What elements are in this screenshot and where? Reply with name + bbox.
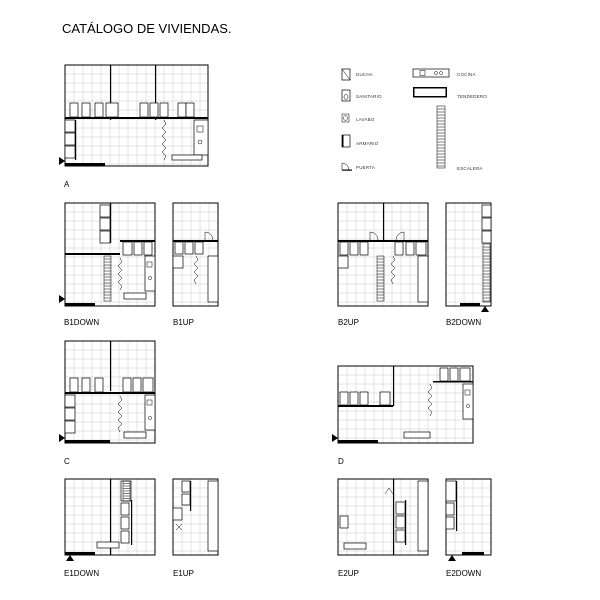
sink-icon: [195, 242, 203, 254]
clothesline-icon: [172, 155, 202, 160]
plan-E2UP: [338, 479, 428, 578]
kitchen-icon: [194, 120, 208, 155]
entry-arrow-icon: [59, 157, 65, 165]
kitchen-icon: [463, 384, 473, 419]
shower-icon: [446, 517, 454, 529]
legend-label: COCINA: [457, 72, 476, 77]
legend-item-cocina: [413, 69, 476, 77]
shower-icon: [182, 481, 190, 492]
sink-icon: [150, 103, 158, 117]
curtain-partition: [118, 396, 122, 432]
legend-item-lavabo: [342, 114, 375, 122]
shower-icon: [70, 378, 78, 392]
toilet-icon: [82, 103, 90, 117]
wardrobe-icon: [482, 231, 491, 243]
shower-icon: [460, 368, 470, 381]
wardrobe-icon: [173, 508, 182, 520]
plan-label: B2DOWN: [446, 318, 482, 327]
plan-label: B1UP: [173, 318, 194, 327]
interior-wall: [65, 392, 155, 394]
clothesline-icon: [124, 432, 146, 438]
kitchen-icon: [418, 481, 428, 551]
legend-label: ARMARIO: [356, 141, 379, 146]
shower-icon: [340, 242, 348, 255]
clothesline-icon: [404, 432, 430, 438]
entry-arrow-icon: [59, 295, 65, 303]
party-wall: [393, 479, 394, 555]
facade-wall: [65, 552, 95, 555]
wardrobe-icon: [65, 120, 75, 132]
toilet-icon: [82, 378, 90, 392]
toilet-icon: [121, 503, 129, 515]
stair-outline: [437, 106, 445, 168]
toilet-icon: [140, 103, 148, 117]
shower-icon: [123, 242, 132, 255]
plan-E1UP: [173, 479, 218, 578]
sink-icon: [95, 378, 103, 392]
stair-outline: [483, 244, 490, 302]
wardrobe-icon: [482, 218, 491, 230]
legend-item-puerta: [342, 163, 375, 171]
entry-arrow-icon: [66, 555, 74, 561]
entry-arrow-icon: [59, 434, 65, 442]
facade-wall: [462, 552, 484, 555]
wardrobe-column: [482, 205, 491, 243]
plan-D: [332, 366, 473, 466]
shower-icon: [175, 242, 183, 254]
clothesline-icon: [344, 543, 366, 549]
facade-wall: [65, 440, 110, 443]
facade-wall: [460, 303, 480, 306]
party-wall: [110, 341, 111, 391]
entry-arrow-icon: [448, 555, 456, 561]
toilet-icon: [395, 242, 403, 255]
plan-label: C: [64, 457, 70, 466]
plan-label: E2UP: [338, 569, 359, 578]
clothesline-icon: [124, 293, 146, 299]
stair-icon: [483, 244, 490, 302]
plan-E1DOWN: [64, 479, 155, 578]
wardrobe-icon: [338, 256, 348, 268]
party-wall: [393, 366, 394, 406]
sink-icon: [144, 242, 152, 255]
curtain-partition: [391, 256, 395, 284]
interior-wall: [456, 481, 457, 531]
shower-icon: [121, 531, 129, 543]
legend-item-tendedero: [413, 87, 487, 99]
toilet-icon: [396, 516, 405, 528]
sink-icon: [186, 103, 194, 117]
toilet-icon: [182, 494, 190, 505]
legend-label: ESCALERA: [457, 166, 483, 171]
plan-label: D: [338, 457, 344, 466]
shower-icon: [160, 103, 168, 117]
plan-E2DOWN: [446, 479, 491, 578]
facade-wall: [338, 440, 378, 443]
toilet-icon: [350, 392, 358, 405]
plan-B1UP: [173, 203, 218, 327]
legend-label: TENDEDERO: [457, 94, 488, 99]
shower-icon: [340, 392, 348, 405]
kitchen-icon: [145, 256, 155, 291]
clothesline-icon: [97, 542, 119, 548]
toilet-icon: [446, 503, 454, 515]
sink-icon: [360, 242, 368, 255]
shower-icon: [106, 103, 118, 117]
kitchen-icon: [413, 69, 449, 77]
sink-icon: [396, 530, 405, 542]
kitchen-icon: [145, 395, 155, 430]
plan-label: A: [64, 180, 70, 189]
legend-item-armario: [342, 135, 379, 147]
toilet-icon: [123, 378, 131, 392]
wardrobe-icon: [100, 205, 110, 217]
wardrobe-icon: [65, 133, 75, 145]
toilet-icon: [342, 90, 350, 101]
legend: [342, 69, 487, 171]
interior-wall: [405, 500, 406, 545]
legend-item-ducha: [342, 69, 373, 80]
sink-icon: [95, 103, 103, 117]
wardrobe-icon: [173, 256, 183, 268]
interior-wall: [190, 481, 191, 511]
page-title: CATÁLOGO DE VIVIENDAS.: [62, 21, 232, 36]
plan-B2DOWN: [446, 203, 491, 327]
wardrobe-icon: [342, 135, 350, 147]
curtain-partition: [118, 258, 122, 290]
facade-wall: [65, 303, 95, 306]
kitchen-icon: [208, 256, 218, 302]
shower-icon: [143, 378, 153, 392]
wardrobe-icon: [482, 205, 491, 217]
sink-icon: [340, 516, 348, 528]
entry-arrow-icon: [332, 434, 338, 442]
sink-icon: [342, 114, 349, 122]
plan-label: E1DOWN: [64, 569, 100, 578]
toilet-icon: [178, 103, 186, 117]
shower-icon: [416, 242, 426, 255]
wardrobe-icon: [65, 421, 75, 433]
wardrobe-icon: [65, 408, 75, 420]
interior-wall: [75, 120, 76, 160]
clothesline-icon: [413, 87, 447, 98]
interior-wall: [65, 253, 120, 255]
plan-label: E2DOWN: [446, 569, 482, 578]
toilet-icon: [350, 242, 358, 255]
toilet-icon: [440, 368, 448, 381]
wardrobe-icon: [100, 231, 110, 243]
stair-icon: [437, 106, 445, 168]
kitchen-icon: [208, 481, 218, 551]
shower-icon: [70, 103, 78, 117]
wardrobe-icon: [100, 218, 110, 230]
wardrobe-column: [65, 120, 75, 158]
legend-item-escalera: [437, 106, 483, 171]
legend-label: SANITARIO: [356, 94, 382, 99]
plan-B2UP: [338, 203, 428, 327]
curtain-partition: [194, 256, 198, 284]
interior-wall: [131, 500, 132, 545]
toilet-icon: [134, 242, 142, 255]
plan-A: [59, 65, 208, 189]
plan-C: [59, 341, 155, 466]
plan-label: B1DOWN: [64, 318, 100, 327]
sink-icon: [133, 378, 141, 392]
sink-icon: [450, 368, 458, 381]
plan-label: E1UP: [173, 569, 194, 578]
sink-icon: [121, 517, 129, 529]
shower-icon: [396, 502, 405, 514]
kitchen-icon: [446, 481, 456, 501]
wardrobe-icon: [65, 146, 75, 158]
facade-wall: [65, 163, 105, 166]
sink-icon: [406, 242, 414, 255]
wardrobe-column: [100, 205, 110, 243]
legend-label: LAVABO: [356, 117, 375, 122]
wardrobe-icon: [65, 395, 75, 407]
plan-label: B2UP: [338, 318, 359, 327]
party-wall: [383, 203, 384, 241]
kitchen-icon: [418, 256, 428, 302]
interior-wall: [433, 381, 473, 383]
door-icon: [342, 163, 352, 171]
shower-icon: [380, 392, 390, 405]
toilet-icon: [185, 242, 193, 254]
window-mark: [176, 524, 182, 530]
shower-icon: [342, 69, 350, 80]
sink-icon: [360, 392, 368, 405]
legend-item-sanitario: [342, 90, 382, 101]
entry-arrow-icon: [481, 306, 489, 312]
plan-B1DOWN: [59, 203, 155, 327]
wardrobe-column: [65, 395, 75, 433]
legend-label: PUERTA: [356, 165, 376, 170]
legend-label: DUCHA: [356, 72, 374, 77]
